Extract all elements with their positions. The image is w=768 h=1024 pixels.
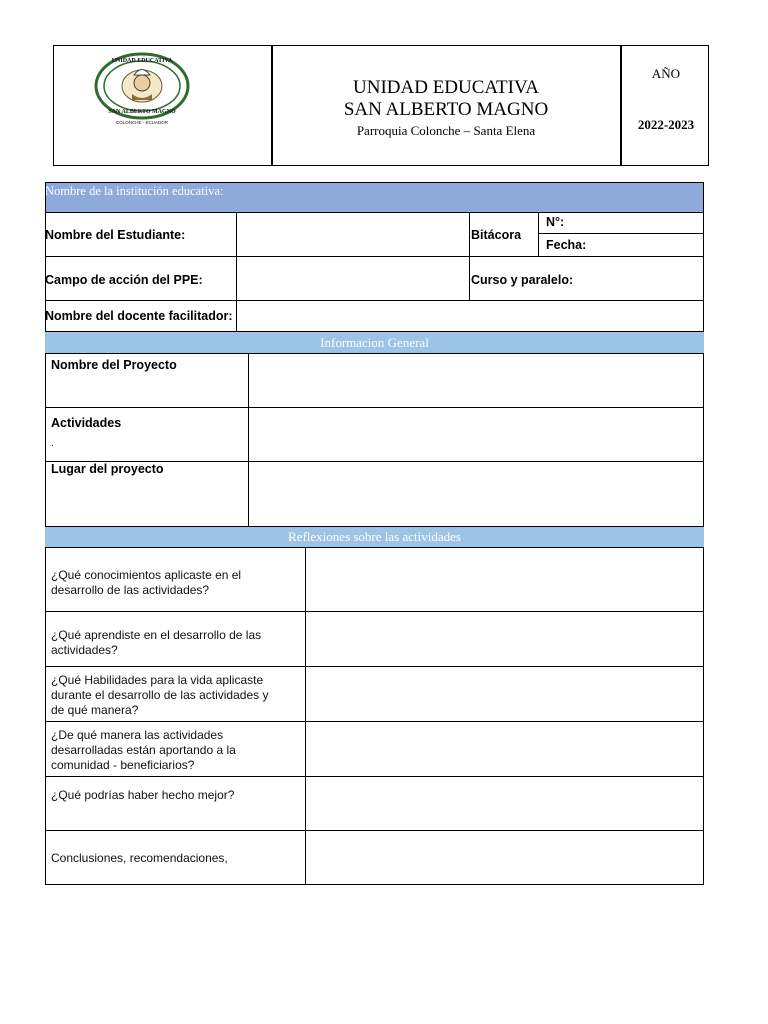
row-line <box>45 721 704 722</box>
school-location: Parroquia Colonche – Santa Elena <box>356 123 536 138</box>
project-name-label: Nombre del Proyecto <box>51 358 177 372</box>
institution-label: Nombre de la institución educativa: <box>45 184 224 198</box>
activities-dot: . <box>51 438 54 449</box>
year-value: 2022-2023 <box>637 117 695 132</box>
col-line <box>305 547 306 885</box>
row-line <box>45 830 704 831</box>
reflections-title: Reflexiones sobre las actividades <box>288 529 461 544</box>
reflection-question-2: ¿Qué aprendiste en el desarrollo de las actividades? <box>51 628 262 657</box>
reflection-question-6: Conclusiones, recomendaciones, <box>51 851 228 865</box>
course-label: Curso y paralelo: <box>471 273 574 287</box>
row-line <box>45 353 704 354</box>
general-info-title: Informacion General <box>320 335 429 350</box>
student-name-label: Nombre del Estudiante: <box>45 228 186 242</box>
reflection-question-3: ¿Qué Habilidades para la vida aplicaste durante el desarrollo de las actividades y de qué manera? <box>51 673 269 717</box>
header-divider <box>620 46 622 165</box>
seal-text-small: COLONCHE - ECUADOR <box>115 120 169 125</box>
activities-label: Actividades <box>51 416 122 430</box>
row-line <box>538 233 704 234</box>
date-label: Fecha: <box>546 238 587 252</box>
row-line <box>45 212 704 213</box>
row-line <box>45 547 704 548</box>
document-header <box>53 45 709 166</box>
row-line <box>45 611 704 612</box>
seal-text-bottom: SAN ALBERTO MAGNO <box>108 109 176 115</box>
reflection-question-1: ¿Qué conocimientos aplicaste en el desarrollo de las actividades? <box>51 568 242 597</box>
teacher-label: Nombre del docente facilitador: <box>45 309 233 323</box>
bitacora-label: Bitácora <box>471 228 522 242</box>
col-line <box>236 300 237 331</box>
row-line <box>45 776 704 777</box>
seal-text-top: UNIDAD EDUCATIVA <box>111 58 173 64</box>
col-line <box>236 212 237 300</box>
school-name-line1: UNIDAD EDUCATIVA <box>353 77 539 98</box>
col-line <box>469 212 470 300</box>
school-name-line2: SAN ALBERTO MAGNO <box>343 99 549 120</box>
reflection-question-4: ¿De qué manera las actividades desarrolladas están aportando a la comunidad - beneficiarios? <box>51 728 236 772</box>
row-line <box>45 256 704 257</box>
col-line <box>248 353 249 526</box>
reflection-question-5: ¿Qué podrías haber hecho mejor? <box>51 788 235 802</box>
action-field-label: Campo de acción del PPE: <box>45 273 203 287</box>
school-seal-logo <box>92 50 192 128</box>
number-label: N°: <box>546 215 565 229</box>
row-line <box>45 666 704 667</box>
row-line <box>45 300 704 301</box>
year-label: AÑO <box>651 66 681 81</box>
form-table <box>45 182 704 885</box>
row-line <box>45 407 704 408</box>
col-line <box>538 212 539 256</box>
project-location-label: Lugar del proyecto <box>51 462 164 476</box>
